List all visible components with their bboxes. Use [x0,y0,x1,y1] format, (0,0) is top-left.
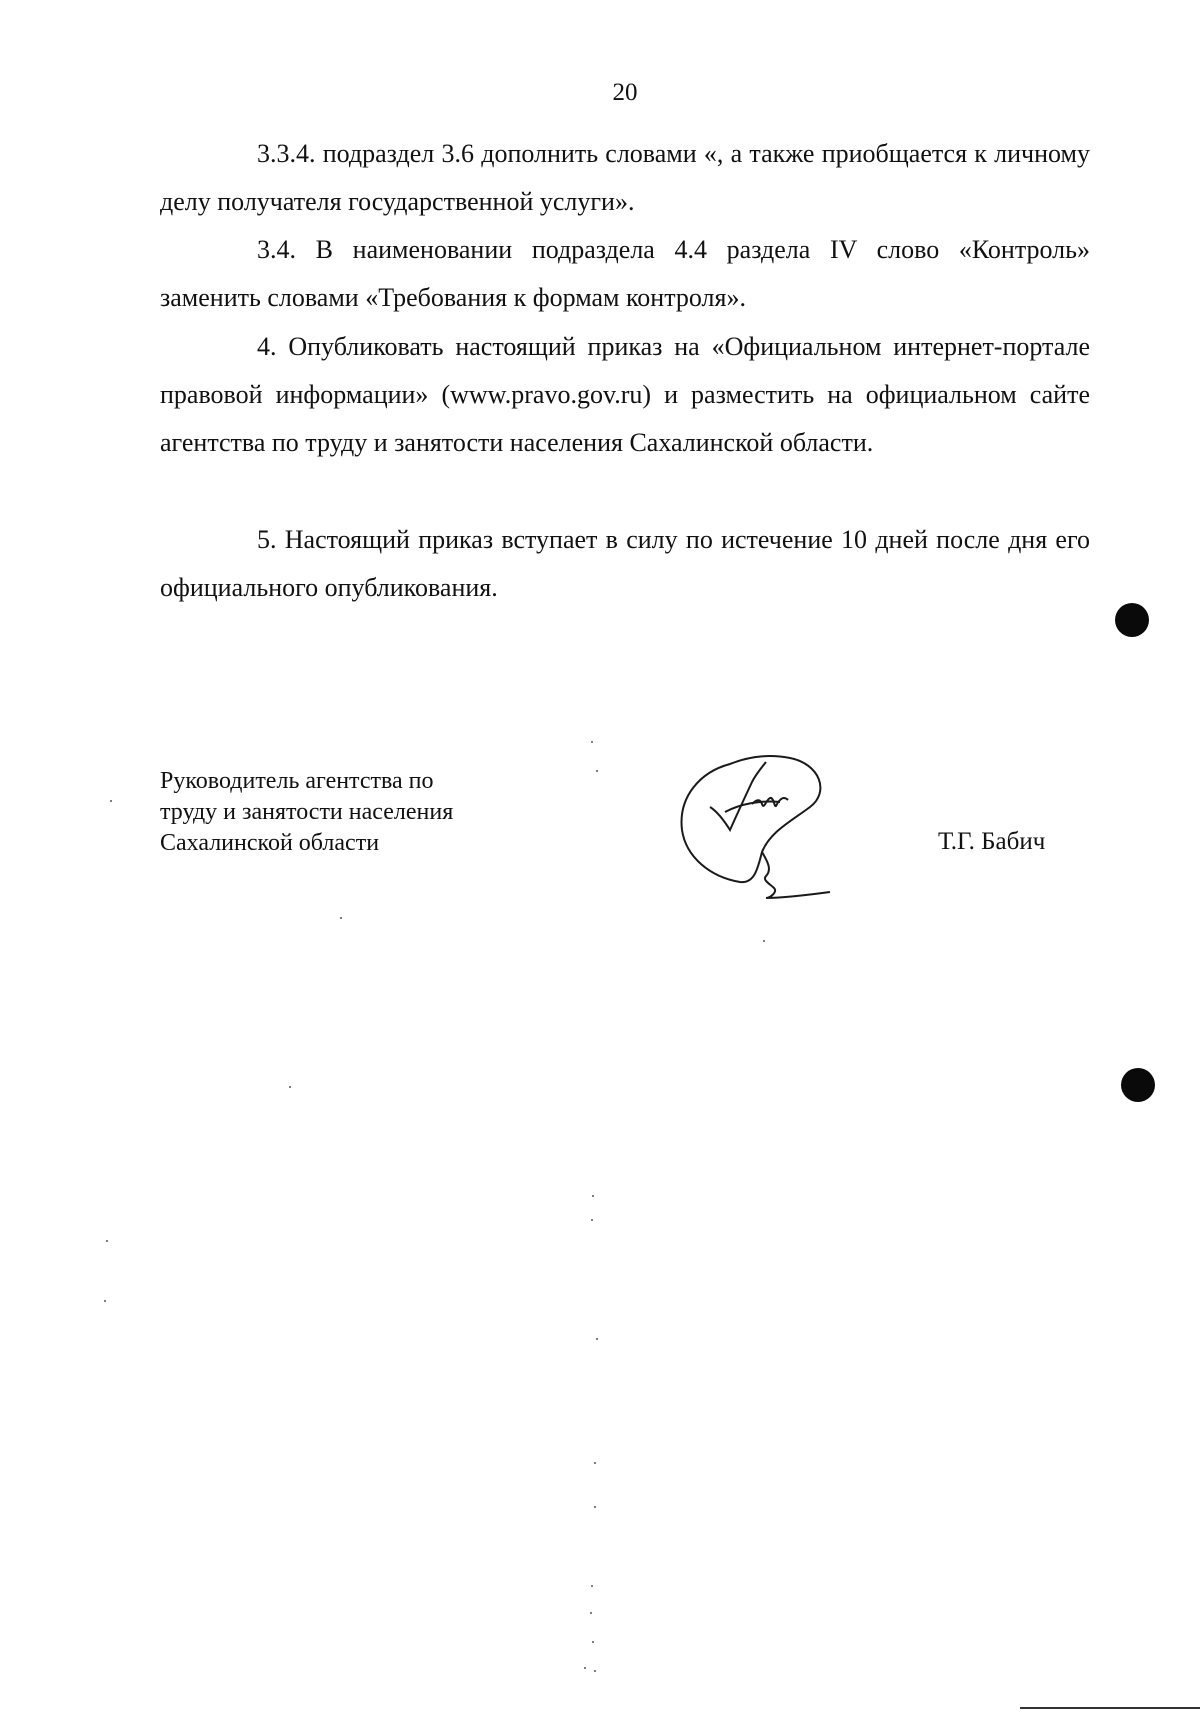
scan-speck [590,1612,592,1614]
scan-speck [591,741,593,743]
scan-speck [596,1338,598,1340]
signatory-title-line: Сахалинской области [160,830,380,856]
signatory-title [160,766,453,859]
scan-speck [596,770,598,772]
signatory-title-line: труду и занятости населения [160,799,454,825]
scan-speck [584,1667,586,1669]
punch-hole [1115,603,1149,637]
scan-speck [763,940,765,942]
page-number: 20 [612,79,638,106]
scan-speck [594,1506,596,1508]
scan-speck [594,1670,596,1672]
signatory-name: Т.Г. Бабич [938,828,1046,855]
scan-edge-line [1020,1707,1200,1709]
paragraph-3-4: 3.4. В наименовании подраздела 4.4 раздела IV слово «Контроль» заменить словами «Требования к формам контроля». [160,235,1090,312]
handwritten-signature [670,752,845,902]
scan-speck [594,1462,596,1464]
scan-speck [289,1086,291,1088]
signatory-title-line: Руководитель агентства по [160,768,434,794]
paragraph-5: 5. Настоящий приказ вступает в силу по истечение 10 дней после дня его официального опубликования. [160,525,1090,602]
scan-speck [340,917,342,919]
scan-speck [104,1300,106,1302]
scan-speck [106,1240,108,1242]
scan-speck [592,1195,594,1197]
punch-hole [1121,1068,1155,1102]
paragraph-4: 4. Опубликовать настоящий приказ на «Официальном интернет-портале правовой информации» (www.pravo.gov.ru) и разместить на официальном сайте агентства по труду и занятости населения Сахалинской области. [160,332,1090,457]
scan-speck [110,800,112,802]
paragraph-3-3-4: 3.3.4. подраздел 3.6 дополнить словами «, а также приобщается к личному делу получателя государственной услуги». [160,139,1090,216]
scan-speck [591,1219,593,1221]
scan-speck [592,1641,594,1643]
scan-speck [591,1585,593,1587]
